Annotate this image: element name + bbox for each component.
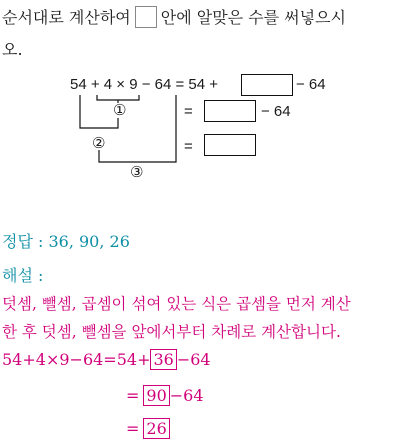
diagram-brackets <box>0 0 400 200</box>
diagram-minus-64-b: − 64 <box>261 103 291 120</box>
question-text-part3: 오. <box>2 40 23 59</box>
math-line-3 <box>126 418 170 439</box>
math-line-2-eq: = <box>126 386 140 405</box>
math-answer-box-3: 26 <box>143 418 169 439</box>
math-answer-box-2: 90 <box>143 385 169 406</box>
math-line-1-lhs: 54+4×9−64=54+ <box>2 350 151 369</box>
math-line-1-tail: −64 <box>176 350 211 369</box>
math-line-3-eq: = <box>126 419 140 438</box>
math-answer-box-1: 36 <box>150 349 176 370</box>
answer-box-3 <box>204 134 256 156</box>
diagram-eq-2: = <box>184 103 193 120</box>
step-1-label: ① <box>113 101 127 119</box>
explanation-label: 해설 : <box>2 266 44 285</box>
diagram-minus-64-a: − 64 <box>296 76 326 93</box>
step-2-label: ② <box>92 134 106 152</box>
answer-label: 정답 : 36, 90, 26 <box>2 232 130 251</box>
step-3-label: ③ <box>130 163 144 181</box>
math-line-2-tail: −64 <box>169 386 204 405</box>
explanation-line-1: 덧셈, 뺄셈, 곱셈이 섞여 있는 식은 곱셈을 먼저 계산 <box>2 295 351 313</box>
answer-box-2 <box>204 100 256 122</box>
diagram-eq-3: = <box>184 138 193 155</box>
question-text-part2: 안에 알맞은 수를 써넣으시 <box>160 8 347 27</box>
question-text-part1: 순서대로 계산하여 <box>2 8 131 27</box>
math-line-1 <box>2 349 211 370</box>
math-line-2 <box>126 385 204 406</box>
diagram-expression: 54 + 4 × 9 − 64 = 54 + <box>70 76 219 93</box>
explanation-line-2: 한 후 덧셈, 뺄셈을 앞에서부터 차례로 계산합니다. <box>2 323 341 341</box>
